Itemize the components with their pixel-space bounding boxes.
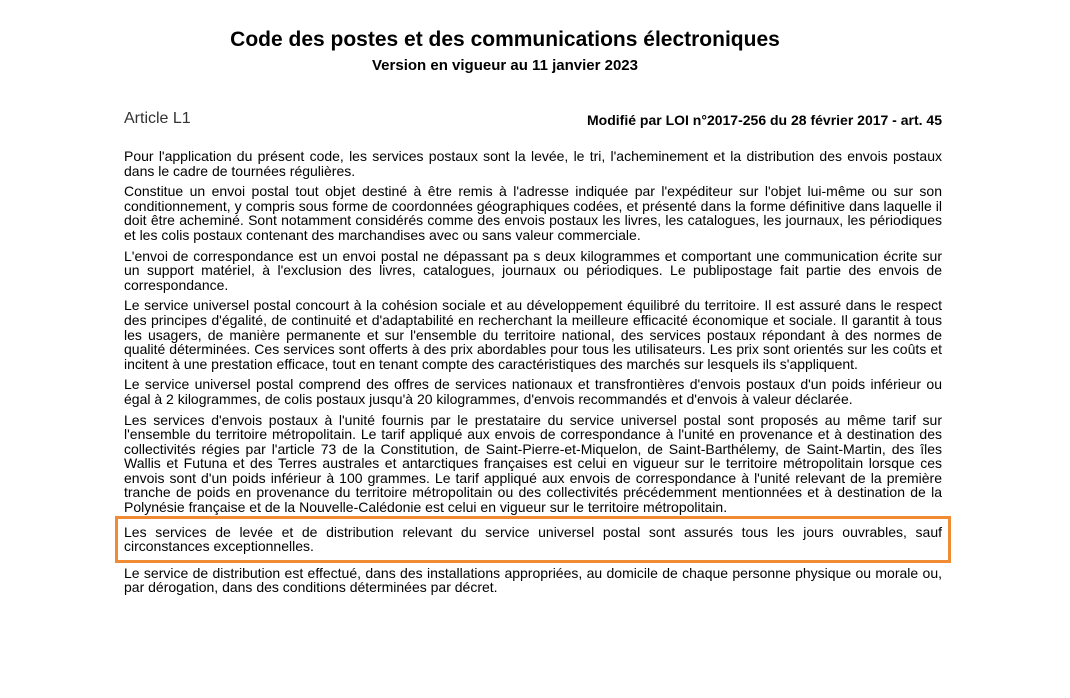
version-subtitle: Version en vigueur au 11 janvier 2023 xyxy=(372,57,638,74)
article-reference: Article L1 xyxy=(124,110,191,127)
paragraph-8: Le service de distribution est effectué, dans des installations appropriées, au domicile de chaque personne physique ou morale ou, par dérogation, dans des conditions déterminées par décret. xyxy=(124,564,942,596)
paragraph-2: Constitue un envoi postal tout objet destiné à être remis à l'adresse indiquée par l'expéditeur sur l'objet lui-même ou sur son conditionnement, y compris sous forme de coordonnées géographiques codées, et présenté dans la forme définitive dans laquelle il doit être acheminé. Sont notamment considérés comme des envois postaux les livres, les catalogues, les journaux, les périodiques et les colis postaux contenant des marchandises avec ou sans valeur commerciale. xyxy=(124,183,942,243)
paragraph-3: L'envoi de correspondance est un envoi postal ne dépassant pa s deux kilogrammes et comportant une communication écrite sur un support matériel, à l'exclusion des livres, catalogues, journaux ou périodiques. Le publipostage fait partie des envois de correspondance. xyxy=(124,247,942,293)
paragraph-6: Les services d'envois postaux à l'unité fournis par le prestataire du service universel postal sont proposés au même tarif sur l'ensemble du territoire métropolitain. Le tarif appliqué aux envois de correspondance à l'unité en provenance et à destination des collectivités régies par l'article 73 de la Constitution, de Saint-Pierre-et-Miquelon, de Saint-Barthélemy, de Saint-Martin, des îles Wallis et Futuna et des Terres australes et antarctiques françaises est celui en vigueur sur le territoire métropolitain lorsque ces envois sont d'un poids inférieur à 100 grammes. Le tarif appliqué aux envois de correspondance à l'unité relevant de la première tranche de poids en provenance du territoire métropolitain ou des collectivités précédemment mentionnées et à destination de la Polynésie française et de la Nouvelle-Calédonie est celui en vigueur sur le territoire métropolitain. xyxy=(124,411,942,516)
article-body xyxy=(124,149,942,601)
paragraph-4: Le service universel postal concourt à la cohésion sociale et au développement équilibré du territoire. Il est assuré dans le respect des principes d'égalité, de continuité et d'adaptabilité en recherchant la meilleure efficacité économique et sociale. Il garantit à tous les usagers, de manière permanente et sur l'ensemble du territoire national, des services postaux répondant à des normes de qualité déterminées. Ces services sont offerts à des prix abordables pour tous les utilisateurs. Les prix sont orientés sur les coûts et incitent à une prestation efficace, tout en tenant compte des caractéristiques des marchés sur lesquels ils s'appliquent. xyxy=(124,297,942,372)
highlighted-paragraph: Les services de levée et de distribution relevant du service universel postal sont assurés tous les jours ouvrables, sauf circonstances exceptionnelles. xyxy=(124,523,942,555)
document-title: Code des postes et des communications électroniques xyxy=(230,28,780,51)
paragraph-1: Pour l'application du présent code, les services postaux sont la levée, le tri, l'acheminement et la distribution des envois postaux dans le cadre de tournées régulières. xyxy=(124,148,942,179)
paragraph-5: Le service universel postal comprend des offres de services nationaux et transfrontières d'envois postaux d'un poids inférieur ou égal à 2 kilogrammes, de colis postaux jusqu'à 20 kilogrammes, d'envois recommandés et d'envois à valeur déclarée. xyxy=(124,376,942,407)
modification-note: Modifié par LOI n°2017-256 du 28 février 2017 - art. 45 xyxy=(587,112,942,128)
